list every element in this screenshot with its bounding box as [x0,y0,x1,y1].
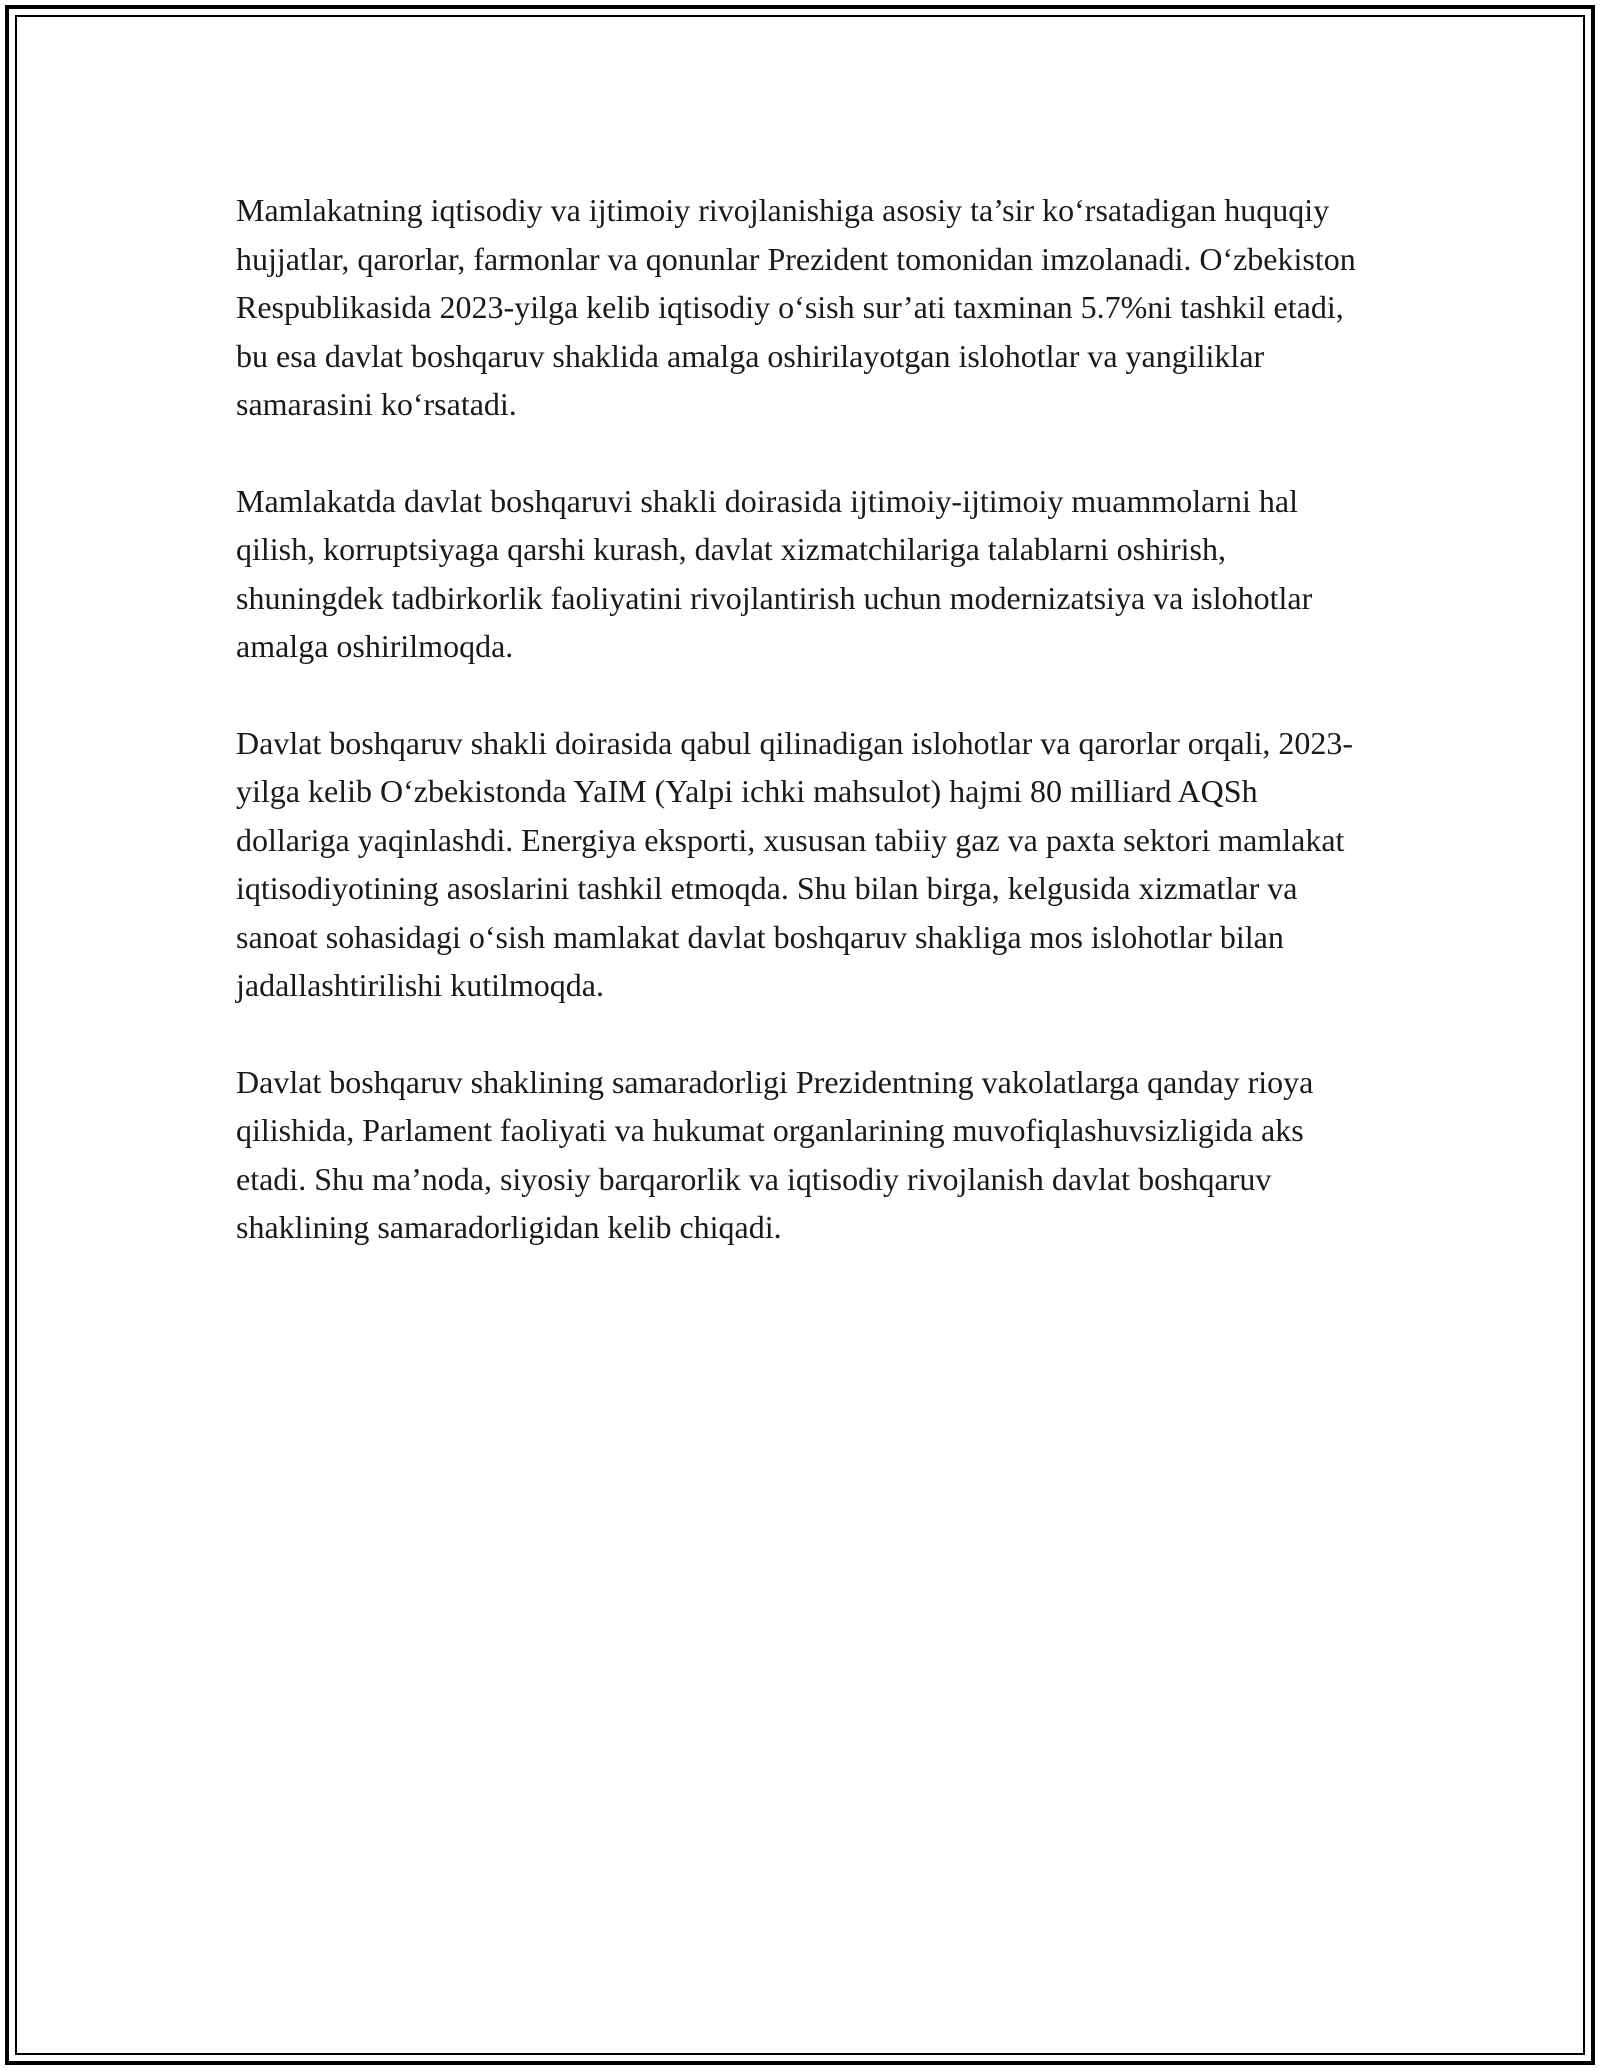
paragraph-1: Mamlakatning iqtisodiy va ijtimoiy rivojlanishiga asosiy ta’sir ko‘rsatadigan huquqiy hujjatlar, qarorlar, farmonlar va qonunlar Prezident tomonidan imzolanadi. O‘zbekiston Respublikasida 2023-yilga kelib iqtisodiy o‘sish sur’ati taxminan 5.7%ni tashkil etadi, bu esa davlat boshqaruv shaklida amalga oshirilayotgan islohotlar va yangiliklar samarasini ko‘rsatadi. [236,192,1356,422]
paragraph-3: Davlat boshqaruv shakli doirasida qabul qilinadigan islohotlar va qarorlar orqali, 2023-yilga kelib O‘zbekistonda YaIM (Yalpi ichki mahsulot) hajmi 80 milliard AQSh dollariga yaqinlashdi. Energiya eksporti, xususan tabiiy gaz va paxta sektori mamlakat iqtisodiyotining asoslarini tashkil etmoqda. Shu bilan birga, kelgusida xizmatlar va sanoat sohasidagi o‘sish mamlakat davlat boshqaruv shakliga mos islohotlar bilan jadallashtirilishi kutilmoqda. [236,724,1354,1003]
paragraph-4: Davlat boshqaruv shaklining samaradorligi Prezidentning vakolatlarga qanday rioya qilishida, Parlament faoliyati va hukumat organlarining muvofiqlashuvsizligida aks etadi. Shu ma’noda, siyosiy barqarorlik va iqtisodiy rivojlanish davlat boshqaruv shaklining samaradorligidan kelib chiqadi. [236,1063,1314,1245]
document-body [236,186,1366,1300]
paragraph-2: Mamlakatda davlat boshqaruvi shakli doirasida ijtimoiy-ijtimoiy muammolarni hal qilish, korruptsiyaga qarshi kurash, davlat xizmatchilariga talablarni oshirish, shuningdek tadbirkorlik faoliyatini rivojlantirish uchun modernizatsiya va islohotlar amalga oshirilmoqda. [236,482,1313,664]
